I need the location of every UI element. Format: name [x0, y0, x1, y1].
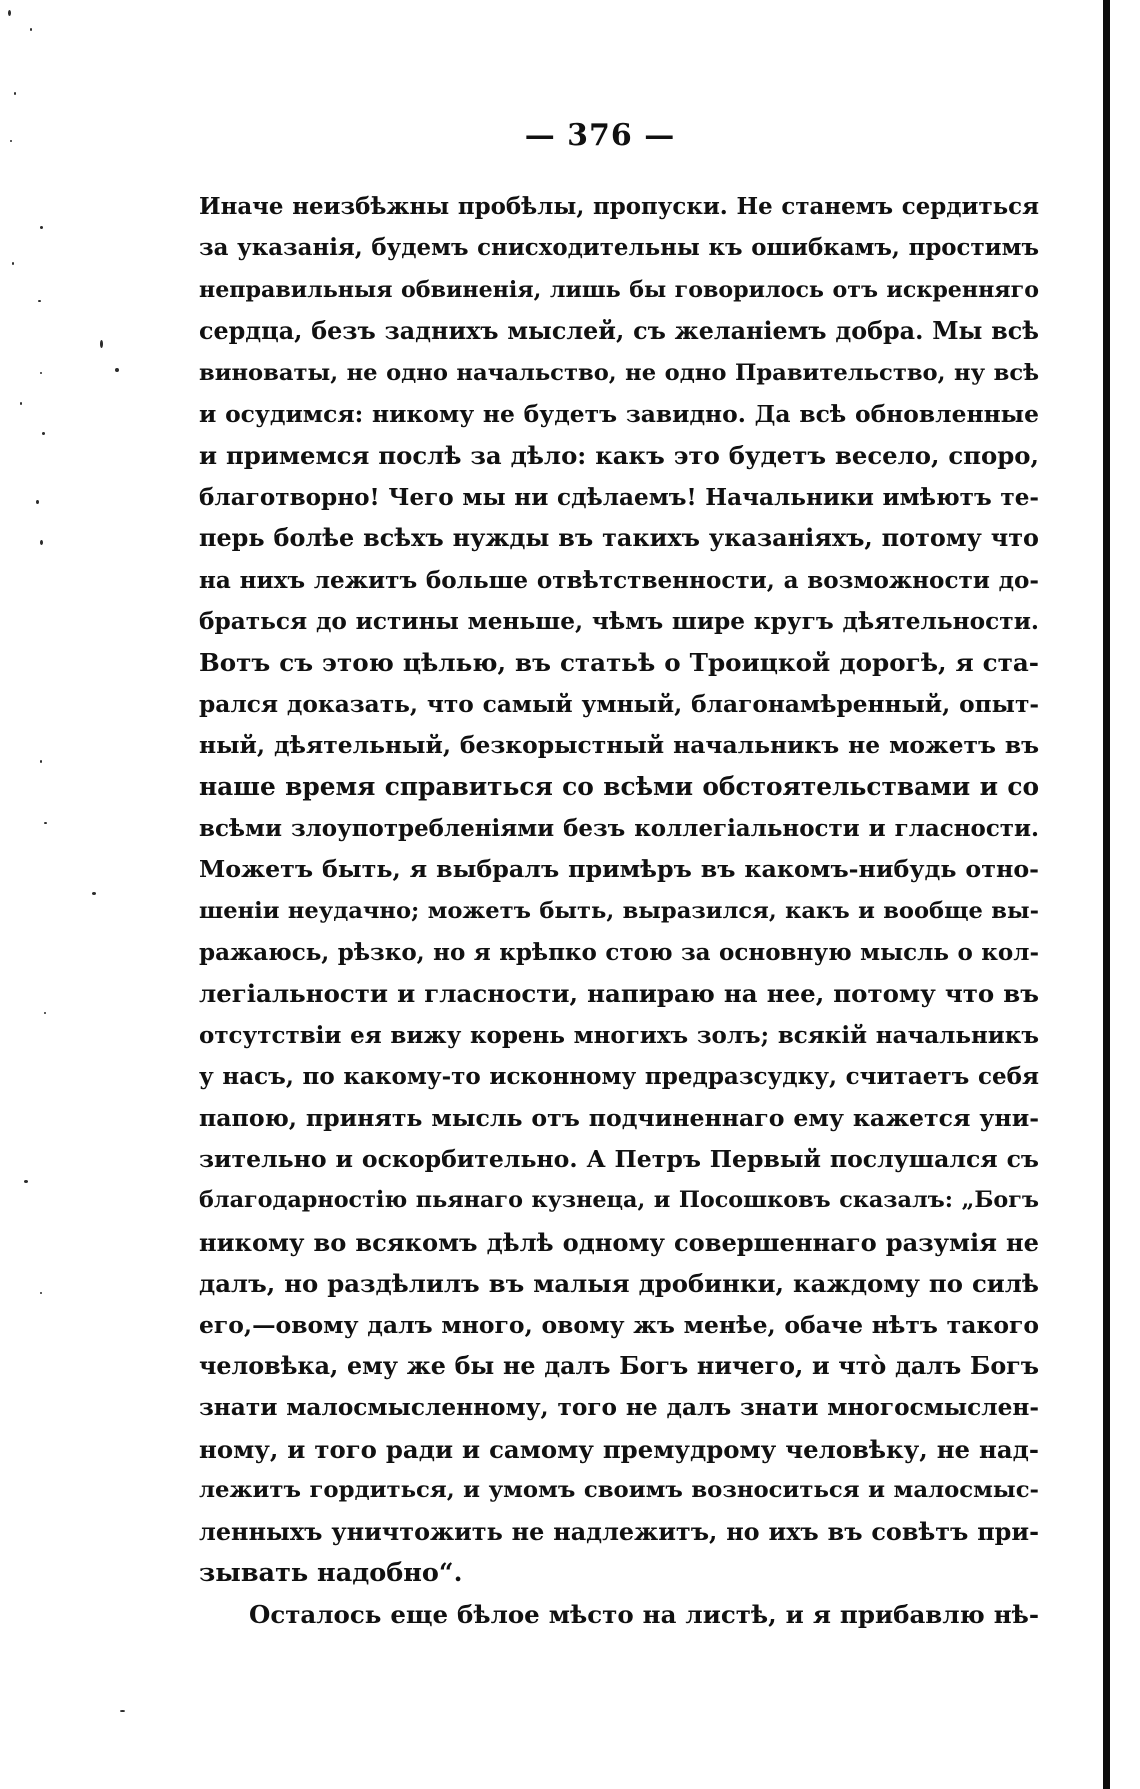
page-edge-shadow [1103, 0, 1110, 1789]
text-line: папою, принять мысль отъ подчиненнаго ему кажется уни- [199, 1103, 1039, 1132]
text-line: ленныхъ уничтожить не надлежитъ, но ихъ въ совѣтъ при- [199, 1517, 1039, 1546]
scan-margin-specks [0, 0, 110, 1789]
text-line: его,—овому далъ много, овому жъ менѣе, обаче нѣтъ такого [199, 1310, 1039, 1339]
text-line: благотворно! Чего мы ни сдѣлаемъ! Начальники имѣютъ те- [199, 483, 1039, 511]
text-line: Осталось еще бѣлое мѣсто на листѣ, и я прибавлю нѣ- [249, 1600, 1039, 1630]
text-line: на нихъ лежитъ больше отвѣтственности, а возможности до- [199, 566, 1039, 594]
text-line: никому во всякомъ дѣлѣ одному совершеннаго разумія не [199, 1227, 1039, 1257]
text-line: наше время справиться со всѣми обстоятельствами и со [199, 772, 1039, 802]
text-line: зительно и оскорбительно. А Петръ Первый послушался съ [199, 1144, 1039, 1173]
text-line: Вотъ съ этою цѣлью, въ статьѣ о Троицкой дорогѣ, я ста- [199, 648, 1039, 678]
text-line: Можетъ быть, я выбралъ примѣръ въ какомъ-нибудь отно- [199, 855, 1039, 884]
text-line: у насъ, по какому-то исконному предразсудку, считаетъ себя [199, 1063, 1039, 1091]
text-line: знати малосмысленному, того не далъ знати многосмыслен- [199, 1394, 1039, 1422]
text-line: и примемся послѣ за дѣло: какъ это будетъ весело, споро, [199, 441, 1039, 471]
text-line: неправильныя обвиненія, лишь бы говорилось отъ искренняго [199, 276, 1039, 303]
text-line: далъ, но раздѣлилъ въ малыя дробинки, каждому по силѣ [199, 1269, 1039, 1299]
text-line: благодарностію пьянаго кузнеца, и Посошковъ сказалъ: „Богъ [199, 1187, 1039, 1214]
text-line: и осудимся: никому не будетъ завидно. Да всѣ обновленные [199, 399, 1039, 428]
text-line: зывать надобно“. [199, 1557, 463, 1588]
text-line: всѣми злоупотребленіями безъ коллегіальности и гласности. [199, 814, 1039, 842]
text-line: Иначе неизбѣжны пробѣлы, пропуски. Не станемъ сердиться [199, 194, 1039, 220]
text-line: легіальности и гласности, напираю на нее, потому что въ [199, 979, 1039, 1009]
page-number: — 376 — [524, 118, 676, 153]
text-line: ражаюсь, рѣзко, но я крѣпко стою за основную мысль о кол- [199, 939, 1039, 967]
text-line: лежитъ гордиться, и умомъ своимъ возноситься и малосмыс- [199, 1477, 1039, 1504]
body-text [199, 187, 1039, 1636]
text-line: шеніи неудачно; можетъ быть, выразился, какъ и вообще вы- [199, 897, 1039, 924]
text-line: отсутствіи ея вижу корень многихъ золъ; всякій начальникъ [199, 1021, 1039, 1049]
text-line: сердца, безъ заднихъ мыслей, съ желаніемъ добра. Мы всѣ [199, 317, 1039, 346]
text-line: ному, и того ради и самому премудрому человѣку, не над- [199, 1434, 1039, 1464]
text-line: за указанія, будемъ снисходительны къ ошибкамъ, простимъ [199, 235, 1039, 262]
text-line: человѣка, ему же бы не далъ Богъ ничего, и что̀ далъ Богъ [199, 1351, 1039, 1380]
text-line: виноваты, не одно начальство, не одно Правительство, ну всѣ [199, 359, 1039, 386]
text-line: ный, дѣятельный, безкорыстный начальникъ не можетъ въ [199, 731, 1039, 760]
text-line: перь болѣе всѣхъ нужды въ такихъ указаніяхъ, потому что [199, 524, 1039, 553]
text-line: браться до истины меньше, чѣмъ шире кругъ дѣятельности. [199, 607, 1039, 635]
text-line: рался доказать, что самый умный, благонамѣренный, опыт- [199, 690, 1039, 718]
